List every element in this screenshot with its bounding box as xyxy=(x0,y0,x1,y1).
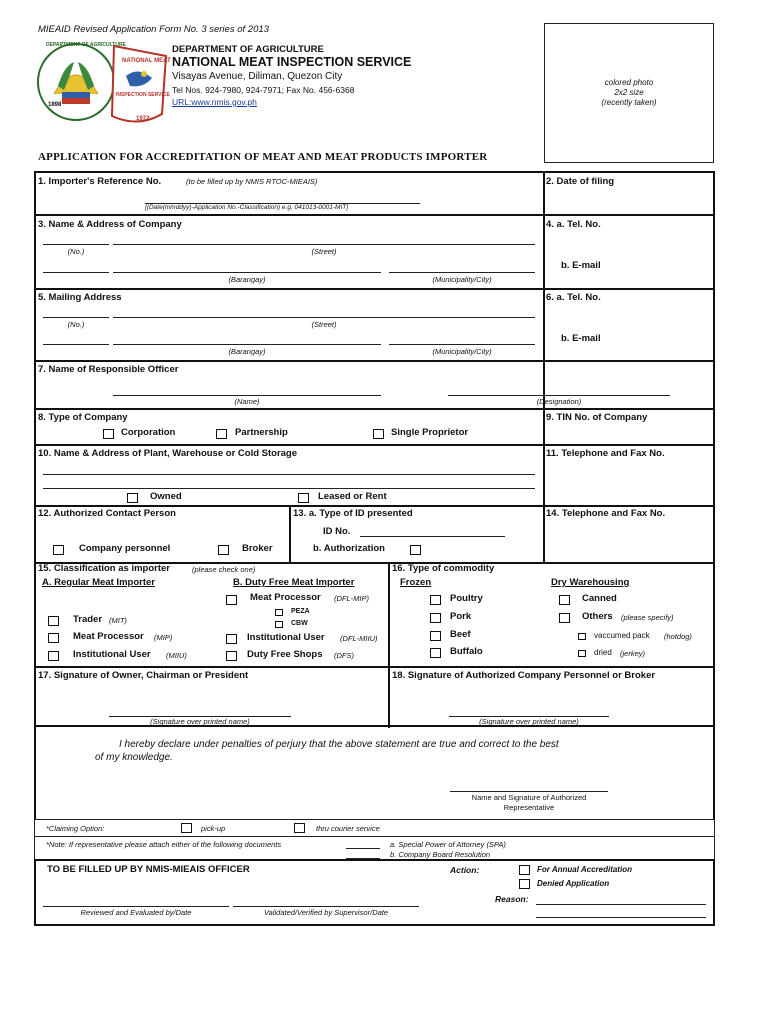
s17-caption: (Signature over printed name) xyxy=(150,717,250,726)
s3-barangay-caption: (Barangay) xyxy=(228,275,266,284)
s12-company-checkbox[interactable] xyxy=(53,545,64,555)
note-spa: a. Special Power of Attorney (SPA) xyxy=(390,840,506,849)
s16-vac-note: (hotdog) xyxy=(664,632,692,641)
declaration-line1: I hereby declare under penalties of perjury that the above statement are true and correct to the best xyxy=(119,739,559,750)
s3-municipality-input[interactable] xyxy=(389,272,535,273)
logo-arc-right2: INSPECTION SERVICE xyxy=(116,92,170,98)
s4-email-label: b. E-mail xyxy=(561,260,601,271)
s12-broker-checkbox[interactable] xyxy=(218,545,229,555)
s15-b-dfs-code: (DFS) xyxy=(334,651,354,660)
s5-municipality-input[interactable] xyxy=(389,344,535,345)
s1-label: 1. Importer's Reference No. xyxy=(38,176,162,187)
s7-designation-caption: (Designation) xyxy=(536,397,582,406)
s16-vac-checkbox[interactable] xyxy=(578,633,586,640)
declaration-sig1: Name and Signature of Authorized xyxy=(471,793,587,802)
s14-label: 14. Telephone and Fax No. xyxy=(546,508,666,519)
s5-extra-input[interactable] xyxy=(43,344,109,345)
s5-no-input[interactable] xyxy=(43,317,109,318)
agency-tel: Tel Nos. 924-7980, 924-7971; Fax No. 456-6368 xyxy=(172,85,355,95)
s15-mp-label: Meat Processor xyxy=(73,631,144,642)
photo-line3: (recently taken) xyxy=(601,98,657,107)
s4-tel-label: 4. a. Tel. No. xyxy=(546,219,601,230)
s3-no-caption: (No.) xyxy=(67,247,85,256)
s16-buffalo-checkbox[interactable] xyxy=(430,648,441,658)
s16-pork-checkbox[interactable] xyxy=(430,613,441,623)
agency-url[interactable]: URL:www.nmis.gov.ph xyxy=(172,97,257,107)
s15-note: (please check one) xyxy=(192,565,256,574)
s10-leased-label: Leased or Rent xyxy=(318,491,387,502)
s15-a-heading: A. Regular Meat Importer xyxy=(42,577,155,588)
s13-auth-label: b. Authorization xyxy=(313,543,385,554)
dept-name: DEPARTMENT OF AGRICULTURE xyxy=(172,44,324,55)
s16-buffalo-label: Buffalo xyxy=(450,646,483,657)
s15-iu-label: Institutional User xyxy=(73,649,151,660)
s16-pork-label: Pork xyxy=(450,611,472,622)
logo-arc-top: DEPARTMENT OF AGRICULTURE xyxy=(46,42,126,48)
s15-b-heading: B. Duty Free Meat Importer xyxy=(233,577,355,588)
s10-leased-checkbox[interactable] xyxy=(298,493,309,503)
s3-label: 3. Name & Address of Company xyxy=(38,219,182,230)
s5-street-input[interactable] xyxy=(113,317,535,318)
s13-label: 13. a. Type of ID presented xyxy=(293,508,413,519)
s8-proprietor-label: Single Proprietor xyxy=(391,427,469,438)
declaration-sig2: Representative xyxy=(503,803,555,812)
officer-reason-input-2[interactable] xyxy=(536,917,706,918)
s12-broker-label: Broker xyxy=(242,543,273,554)
s15-cbw-checkbox[interactable] xyxy=(275,621,283,628)
s16-dried-note: (jerkey) xyxy=(620,649,646,658)
s16-beef-label: Beef xyxy=(450,629,471,640)
s8-corporation-label: Corporation xyxy=(121,427,176,438)
officer-denied-checkbox[interactable] xyxy=(519,879,530,889)
s8-partnership-label: Partnership xyxy=(235,427,288,438)
s3-municipality-caption: (Municipality/City) xyxy=(432,275,492,284)
s15-trader-label: Trader xyxy=(73,614,103,625)
photo-line2: 2x2 size xyxy=(614,88,644,97)
s15-b-iu-checkbox[interactable] xyxy=(226,634,237,644)
s13-idno-input[interactable] xyxy=(360,536,505,537)
s16-poultry-checkbox[interactable] xyxy=(430,595,441,605)
agency-address: Visayas Avenue, Diliman, Quezon City xyxy=(172,71,343,82)
officer-reviewed-input[interactable] xyxy=(43,906,229,907)
s15-b-mp-label: Meat Processor xyxy=(250,592,321,603)
s16-dry-heading: Dry Warehousing xyxy=(551,577,630,588)
s15-peza-label: PEZA xyxy=(291,608,310,615)
claim-pickup-checkbox[interactable] xyxy=(181,823,192,833)
form-title: APPLICATION FOR ACCREDITATION OF MEAT AND MEAT PRODUCTS IMPORTER xyxy=(38,151,488,163)
officer-denied-label: Denied Application xyxy=(537,879,610,888)
photo-line1: colored photo xyxy=(604,78,654,87)
s7-name-caption: (Name) xyxy=(234,397,260,406)
s16-others-checkbox[interactable] xyxy=(559,613,570,623)
s16-beef-checkbox[interactable] xyxy=(430,631,441,641)
note-spa-input[interactable] xyxy=(346,848,380,849)
s15-iu-code: (MIIU) xyxy=(166,651,187,660)
s9-label: 9. TIN No. of Company xyxy=(546,412,648,423)
s8-label: 8. Type of Company xyxy=(38,412,128,423)
s18-caption: (Signature over printed name) xyxy=(479,717,579,726)
s15-b-dfs-label: Duty Free Shops xyxy=(247,649,323,660)
s1-format: [(Date(mmddyy)-Application No.-Classification) e.g. 041013-0001-MIT] xyxy=(145,204,349,211)
logo-arc-right: NATIONAL MEAT xyxy=(122,58,171,64)
s3-street-caption: (Street) xyxy=(311,247,337,256)
s7-name-input[interactable] xyxy=(113,395,381,396)
s15-b-iu-label: Institutional User xyxy=(247,632,325,643)
s10-line2-input[interactable] xyxy=(43,488,535,489)
claim-pickup-label: pick-up xyxy=(201,824,226,833)
row-divider xyxy=(34,444,715,446)
nmis-logo xyxy=(34,36,174,128)
officer-reviewed-caption: Reviewed and Evaluated by/Date xyxy=(80,908,192,917)
agency-name: NATIONAL MEAT INSPECTION SERVICE xyxy=(172,55,412,69)
officer-reason-label: Reason: xyxy=(495,894,529,904)
officer-annual-checkbox[interactable] xyxy=(519,865,530,875)
s8-corporation-checkbox[interactable] xyxy=(103,429,114,439)
s16-others-label: Others xyxy=(582,611,613,622)
s16-label: 16. Type of commodity xyxy=(392,563,495,574)
s16-vac-label: vaccumed pack xyxy=(594,631,650,640)
s5-street-caption: (Street) xyxy=(311,320,337,329)
s5-municipality-caption: (Municipality/City) xyxy=(432,347,492,356)
s15-mp-code: (MIP) xyxy=(154,633,173,642)
photo-box xyxy=(544,23,714,163)
officer-validated-input[interactable] xyxy=(233,906,419,907)
s3-barangay-input[interactable] xyxy=(113,272,381,273)
s10-label: 10. Name & Address of Plant, Warehouse or Cold Storage xyxy=(38,448,298,459)
s16-canned-label: Canned xyxy=(582,593,617,604)
note-board: b. Company Board Resolution xyxy=(390,850,491,859)
s18-label: 18. Signature of Authorized Company Personnel or Broker xyxy=(392,670,656,681)
s15-label: 15. Classification as importer xyxy=(38,563,170,574)
logo-year-right: 1972 xyxy=(136,116,150,122)
logo-year-left: 1898 xyxy=(48,102,62,108)
declaration-line2: of my knowledge. xyxy=(95,752,173,763)
s15-cbw-label: CBW xyxy=(291,620,308,627)
s8-proprietor-checkbox[interactable] xyxy=(373,429,384,439)
s10-owned-label: Owned xyxy=(150,491,182,502)
row-divider xyxy=(34,505,715,507)
s10-line1-input[interactable] xyxy=(43,474,535,475)
s16-others-note: (please specify) xyxy=(621,613,674,622)
s5-no-caption: (No.) xyxy=(67,320,85,329)
s15-b-mp-code: (DFL-MIP) xyxy=(334,594,369,603)
s16-dried-checkbox[interactable] xyxy=(578,650,586,657)
s15-b-iu-code: (DFL-MIIU) xyxy=(340,634,378,643)
s12-company-label: Company personnel xyxy=(79,543,171,554)
declaration-signature-input[interactable] xyxy=(450,791,608,792)
officer-action-label: Action: xyxy=(450,865,480,875)
s6-email-label: b. E-mail xyxy=(561,333,601,344)
s15-peza-checkbox[interactable] xyxy=(275,609,283,616)
s13-idno-label: ID No. xyxy=(323,526,351,537)
s5-barangay-input[interactable] xyxy=(113,344,381,345)
s15-mp-checkbox[interactable] xyxy=(48,633,59,643)
officer-validated-caption: Validated/Verified by Supervisor/Date xyxy=(263,908,389,917)
s16-poultry-label: Poultry xyxy=(450,593,483,604)
claim-courier-label: thru courier service xyxy=(316,824,380,833)
row-divider xyxy=(34,360,715,362)
officer-annual-label: For Annual Accreditation xyxy=(537,865,632,874)
s12-label: 12. Authorized Contact Person xyxy=(38,508,176,519)
s13-auth-checkbox[interactable] xyxy=(410,545,421,555)
s15-iu-checkbox[interactable] xyxy=(48,651,59,661)
s3-no-input[interactable] xyxy=(43,244,109,245)
s5-label: 5. Mailing Address xyxy=(38,292,122,303)
s15-b-dfs-checkbox[interactable] xyxy=(226,651,237,661)
s7-designation-input[interactable] xyxy=(448,395,670,396)
s17-label: 17. Signature of Owner, Chairman or President xyxy=(38,670,249,681)
s16-dried-label: dried xyxy=(594,648,612,657)
s10-owned-checkbox[interactable] xyxy=(127,493,138,503)
s7-label: 7. Name of Responsible Officer xyxy=(38,364,179,375)
s15-trader-checkbox[interactable] xyxy=(48,616,59,626)
col-divider xyxy=(543,408,545,563)
row-divider xyxy=(34,214,715,216)
note-board-input[interactable] xyxy=(346,858,380,859)
s3-extra-input[interactable] xyxy=(43,272,109,273)
note-text: *Note: If representative please attach either of the following documents xyxy=(46,840,282,849)
row-divider xyxy=(34,288,715,290)
officer-title: TO BE FILLED UP BY NMIS-MIEAIS OFFICER xyxy=(47,864,250,875)
s5-barangay-caption: (Barangay) xyxy=(228,347,266,356)
s3-street-input[interactable] xyxy=(113,244,535,245)
col-divider xyxy=(543,171,545,410)
claim-courier-checkbox[interactable] xyxy=(294,823,305,833)
s8-partnership-checkbox[interactable] xyxy=(216,429,227,439)
s15-trader-code: (MIT) xyxy=(109,616,127,625)
officer-reason-input[interactable] xyxy=(536,904,706,905)
s6-tel-label: 6. a. Tel. No. xyxy=(546,292,601,303)
s16-frozen-heading: Frozen xyxy=(400,577,432,588)
s1-note: (to be filled up by NMIS RTOC-MIEAIS) xyxy=(186,177,318,186)
s15-b-mp-checkbox[interactable] xyxy=(226,595,237,605)
form-id: MIEAID Revised Application Form No. 3 series of 2013 xyxy=(38,24,269,35)
col-divider xyxy=(289,505,291,563)
col-divider xyxy=(388,562,390,728)
s16-canned-checkbox[interactable] xyxy=(559,595,570,605)
row-divider xyxy=(34,666,715,668)
s11-label: 11. Telephone and Fax No. xyxy=(546,448,665,459)
claim-label: *Claiming Option: xyxy=(46,824,105,833)
s2-label: 2. Date of filing xyxy=(546,176,615,187)
row-divider xyxy=(34,408,715,410)
